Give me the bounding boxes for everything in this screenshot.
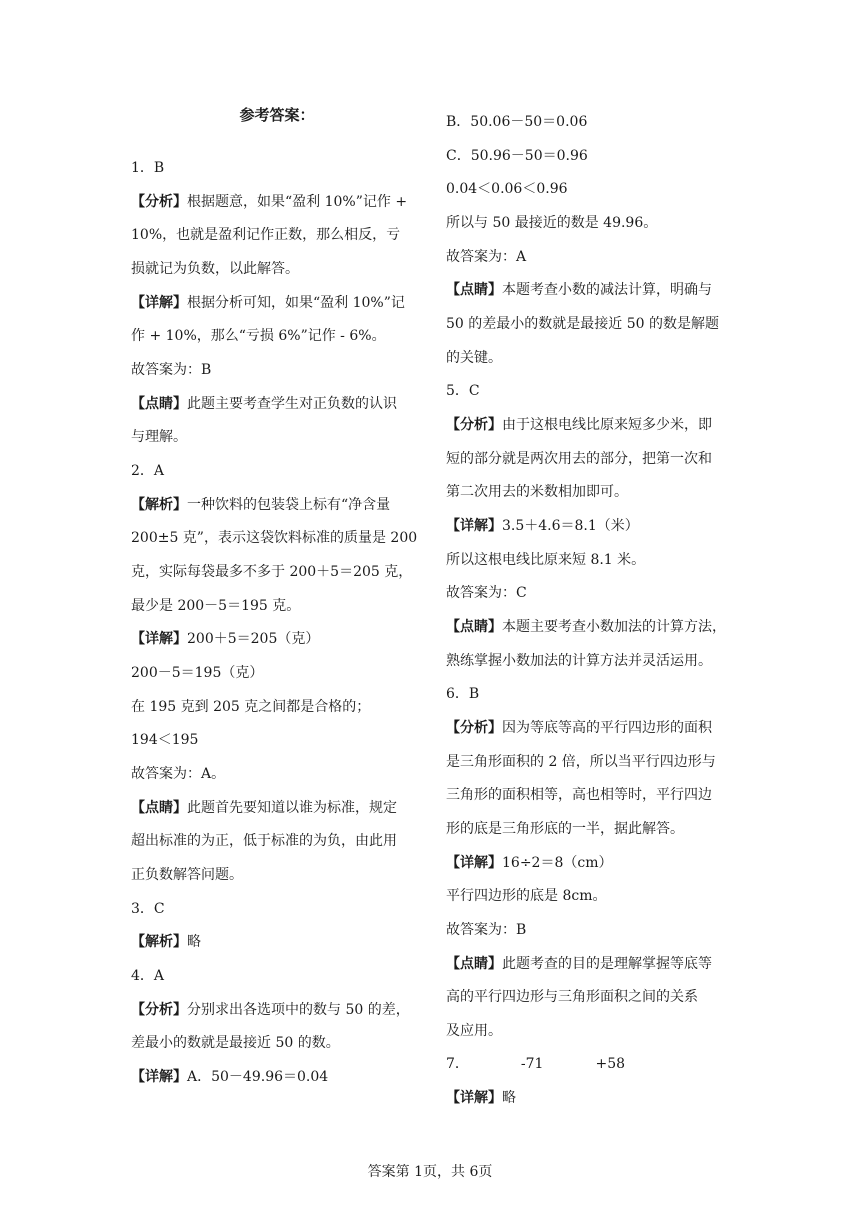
line-text: 此题考查的目的是理解掌握等底等 [502, 955, 712, 972]
line-text: 故答案为：B [131, 361, 212, 378]
line-text: 50 的差最小的数就是最接近 50 的数是解题 [446, 315, 719, 332]
line-text: 高的平行四边形与三角形面积之间的关系 [446, 989, 698, 1006]
line-text: B．50.06－50＝0.06 [446, 114, 588, 130]
line-text: 200＋5＝205（克） [187, 631, 320, 648]
answer-line [131, 495, 390, 515]
answer-line [131, 596, 300, 616]
line-text: 7． [446, 1056, 469, 1073]
answer-line [446, 1054, 625, 1074]
answer-line [131, 764, 225, 784]
answer-line [131, 259, 299, 279]
line-text: 根据题意，如果“盈利 10%”记作 + [187, 193, 408, 210]
line-text: 1．B [131, 160, 165, 176]
line-text: 与理解。 [131, 429, 187, 446]
answer-line [446, 550, 645, 570]
answer-line [446, 954, 712, 974]
line-text: 由于这根电线比原来短多少米，即 [502, 416, 712, 433]
line-text: 短的部分就是两次用去的部分，把第一次和 [446, 450, 712, 467]
answer-line [446, 146, 588, 166]
line-text: 一种饮料的包装袋上标有“净含量 [187, 496, 391, 513]
line-text: 0.04＜0.06＜0.96 [446, 181, 568, 198]
section-tag: 【分析】 [446, 719, 502, 736]
line-text: 194＜195 [131, 732, 199, 749]
answer-line [131, 831, 397, 851]
line-text: 故答案为：B [446, 921, 527, 938]
section-tag: 【解析】 [131, 934, 187, 951]
section-tag: 【详解】 [446, 517, 502, 534]
line-text: 3.5＋4.6＝8.1（米） [502, 517, 639, 534]
line-text: 差最小的数就是最接近 50 的数。 [131, 1035, 340, 1052]
answer-line [446, 213, 657, 233]
answer-line [131, 663, 263, 683]
answer-line [131, 326, 386, 346]
answer-line [446, 415, 712, 435]
answer-line [446, 819, 684, 839]
line-text: 最少是 200－5＝195 克。 [131, 597, 301, 614]
line-text: 超出标准的为正，低于标准的为负，由此用 [131, 833, 397, 850]
answer-line [131, 225, 400, 245]
line-text: C．50.96－50＝0.96 [446, 147, 588, 164]
line-text: 熟练掌握小数加法的计算方法并灵活运用。 [446, 652, 712, 669]
line-text: 所以这根电线比原来短 8.1 米。 [446, 551, 646, 568]
answer-line [131, 899, 165, 919]
section-tag: 【详解】 [131, 631, 187, 648]
section-tag: 【详解】 [446, 854, 502, 871]
section-tag: 【点睛】 [446, 955, 502, 972]
line-text: 在 195 克到 205 克之间都是合格的； [131, 698, 371, 715]
line-text: 3．C [131, 900, 165, 917]
line-text: 5．C [446, 383, 480, 400]
line-text: 的关键。 [446, 349, 502, 366]
line-text: 本题主要考查小数加法的计算方法， [502, 618, 726, 635]
line-text: 及应用。 [446, 1022, 502, 1039]
answer-line [446, 482, 628, 502]
answer-line [446, 381, 480, 401]
answer-line [446, 886, 606, 906]
answer-line [131, 697, 370, 717]
answer-line [131, 1000, 410, 1020]
section-tag: 【点睛】 [131, 799, 187, 816]
answer-line [446, 853, 612, 873]
answer-line [131, 360, 211, 380]
line-text: 2．A [131, 462, 165, 479]
line-text: 此题首先要知道以谁为标准，规定 [187, 799, 397, 816]
line-text: 第二次用去的米数相加即可。 [446, 484, 628, 501]
section-tag: 【详解】 [131, 1068, 187, 1085]
answer-line [446, 449, 712, 469]
section-tag: 【点睛】 [446, 618, 502, 635]
answer-line [131, 192, 407, 212]
answer-line [131, 528, 417, 548]
answer-line [131, 427, 187, 447]
page-title: 参考答案： [239, 106, 315, 124]
answer-line [131, 932, 201, 952]
line-text: 故答案为：A [446, 248, 527, 265]
answer-line [446, 112, 587, 132]
answer-line [131, 865, 243, 885]
line-text: 所以与 50 最接近的数是 49.96。 [446, 214, 658, 231]
line-text: 16÷2＝8（cm） [502, 854, 613, 871]
answer-line [446, 247, 526, 267]
line-text: 根据分析可知，如果“盈利 10%”记 [187, 294, 405, 311]
line-text: 6．B [446, 686, 480, 703]
answer-line [446, 684, 479, 704]
answer-line [446, 1088, 516, 1108]
answer-line [446, 583, 527, 603]
answer-line [446, 348, 502, 368]
answer-line [446, 1021, 502, 1041]
section-tag: 【解析】 [131, 496, 187, 513]
blank-answer: +58 [595, 1056, 626, 1073]
answer-line [131, 966, 164, 986]
answer-line [446, 179, 568, 199]
line-text: 因为等底等高的平行四边形的面积 [502, 719, 712, 736]
section-tag: 【分析】 [131, 1001, 187, 1018]
line-text: 此题主要考查学生对正负数的认识 [187, 395, 397, 412]
section-tag: 【详解】 [131, 294, 187, 311]
line-text: 200±5 克”，表示这袋饮料标准的质量是 200 [131, 530, 418, 547]
answer-line [131, 629, 319, 649]
line-text: 分别求出各选项中的数与 50 的差， [187, 1001, 410, 1018]
section-tag: 【分析】 [446, 416, 502, 433]
answer-line [131, 1033, 340, 1053]
answer-line [131, 1067, 328, 1087]
answer-line [131, 394, 397, 414]
answer-line [446, 920, 526, 940]
line-text: 损就记为负数，以此解答。 [131, 260, 299, 277]
line-text: 4．A [131, 967, 165, 984]
line-text: 故答案为：C [446, 585, 527, 602]
answer-line [446, 516, 639, 536]
line-text: 形的底是三角形底的一半，据此解答。 [446, 820, 684, 837]
line-text: 10%，也就是盈利记作正数，那么相反，亏 [131, 227, 401, 244]
line-text: 略 [187, 934, 201, 951]
answer-line [446, 752, 716, 772]
answer-line [446, 987, 698, 1007]
line-text: 克，实际每袋最多不多于 200＋5＝205 克， [131, 563, 413, 580]
section-tag: 【点睛】 [131, 395, 187, 412]
section-tag: 【详解】 [446, 1090, 502, 1107]
line-text: 作 + 10%，那么“亏损 6%”记作 - 6%。 [131, 328, 386, 345]
section-tag: 【分析】 [131, 193, 187, 210]
section-tag: 【点睛】 [446, 282, 502, 299]
line-text: 略 [502, 1090, 516, 1107]
answer-line [131, 158, 164, 178]
answer-line [446, 785, 712, 805]
answer-line [446, 651, 712, 671]
page-footer: 答案第 1页，共 6页 [367, 1164, 493, 1180]
line-text: 故答案为：A。 [131, 765, 226, 782]
line-text: 是三角形面积的 2 倍，所以当平行四边形与 [446, 753, 716, 770]
answer-line [446, 617, 726, 637]
answer-line [446, 314, 719, 334]
line-text: A．50－49.96＝0.04 [187, 1068, 329, 1085]
line-text: 三角形的面积相等，高也相等时，平行四边 [446, 787, 712, 804]
line-text: 200－5＝195（克） [131, 664, 264, 681]
blank-answer: -71 [520, 1056, 544, 1073]
line-text: 本题考查小数的减法计算，明确与 [502, 282, 712, 299]
answer-line [131, 562, 412, 582]
answer-line [446, 280, 712, 300]
answer-line [131, 730, 198, 750]
line-text: 平行四边形的底是 8cm。 [446, 888, 607, 905]
answer-line [131, 461, 164, 481]
answer-line [446, 718, 712, 738]
line-text: 正负数解答问题。 [131, 866, 243, 883]
answer-line [131, 798, 397, 818]
answer-line [131, 293, 405, 313]
